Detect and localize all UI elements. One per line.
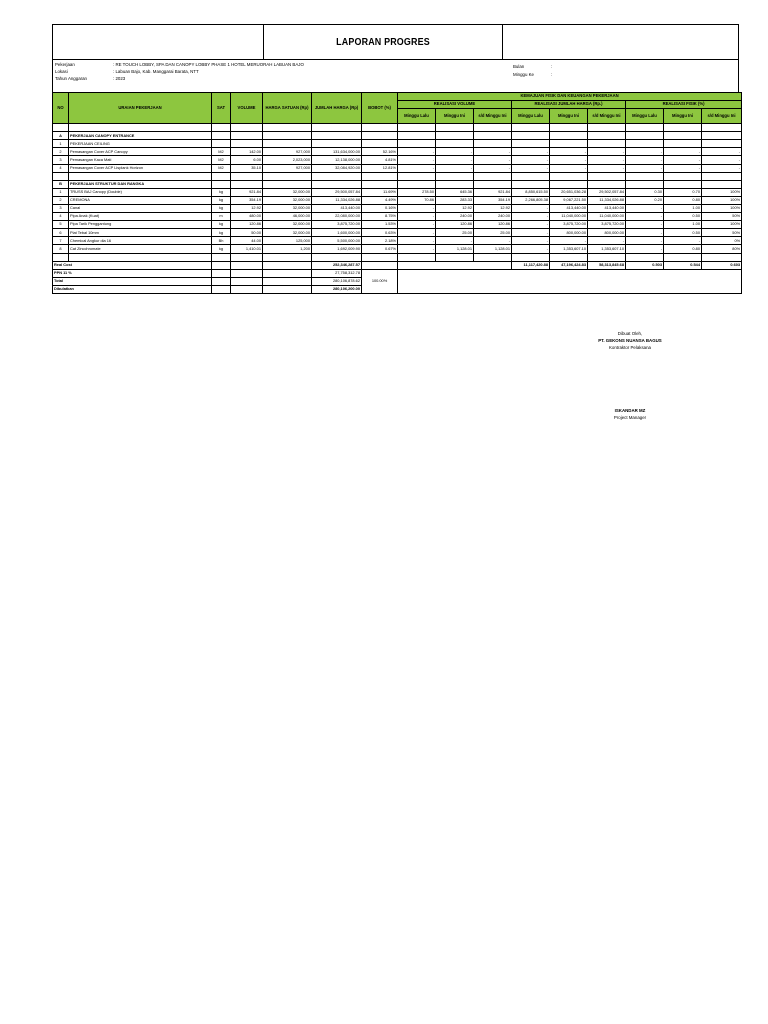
cell-uraian: PEKERJAAN CEILING [69, 140, 212, 148]
report-sheet [52, 24, 739, 294]
cell-value: 0.50 [664, 213, 702, 221]
cell-value: 12.81% [362, 164, 398, 172]
cell-no: 3 [53, 156, 69, 164]
cell-uraian: Pipa Anak (Kuat) [69, 213, 212, 221]
col-rf-sd-minggu-ini: s/d Minggu Ini [702, 109, 742, 124]
table-row [53, 229, 742, 237]
col-volume: VOLUME [231, 93, 263, 124]
cell-value: 413,440.00 [550, 204, 588, 212]
cell-value: - [512, 229, 550, 237]
cell-value: - [436, 237, 474, 245]
cell-value: 32,000.00 [263, 229, 312, 237]
cell-value: 32,000.00 [263, 188, 312, 196]
summary-row-real-cost: Real Cost 252,346,287.57 11,117,420.88 47,196,424.83 58,313,845.68 0.503 0.544 0.603 [53, 261, 742, 269]
cell-value: kg [212, 188, 231, 196]
cell-uraian: PEKERJAAN CANOPY ENTRANCE [69, 132, 212, 140]
cell-value: 29,500,057.84 [312, 188, 362, 196]
cell-value: 1.53% [362, 221, 398, 229]
cell-value: - [664, 156, 702, 164]
cell-value: - [436, 148, 474, 156]
cell-no: B [53, 180, 69, 188]
cell-value: 11.69% [362, 188, 398, 196]
table-row [53, 237, 742, 245]
cell-value: - [588, 237, 626, 245]
cell-value: 35.10 [231, 164, 263, 172]
cell-value: 100% [702, 188, 742, 196]
cell-uraian: CREMONA [69, 196, 212, 204]
summary-row-ppn: PPN 11 % 27,758,312.78 100.00% [53, 269, 742, 277]
cell-value: 1,410.01 [231, 245, 263, 253]
cell-value: - [474, 148, 512, 156]
cell-value: M2 [212, 148, 231, 156]
cell-value: 32,084,920.00 [312, 164, 362, 172]
cell-value: 8,850,615.50 [512, 188, 550, 196]
cell-value: - [512, 204, 550, 212]
cell-uraian: Plat Tebal 10mm [69, 229, 212, 237]
cell-value: 0% [702, 237, 742, 245]
cell-value: 32,000.00 [263, 196, 312, 204]
cell-value: 921.84 [231, 188, 263, 196]
cell-value: 1,692,009.90 [312, 245, 362, 253]
cell-value: - [512, 164, 550, 172]
cell-value: - [664, 164, 702, 172]
section-row [53, 132, 742, 140]
cell-value: M2 [212, 156, 231, 164]
cell-value: 0.63% [362, 229, 398, 237]
cell-value: 413,440.00 [588, 204, 626, 212]
cell-value: - [626, 237, 664, 245]
cell-no: 4 [53, 164, 69, 172]
cell-no: 6 [53, 229, 69, 237]
cell-uraian: PEKERJAAN STRUKTUR DAN RANGKA [69, 180, 212, 188]
cell-value: 354.19 [231, 196, 263, 204]
cell-value: - [626, 148, 664, 156]
cell-value: Bh [212, 237, 231, 245]
info-row-tahun: Tahun Anggaran : 2023 [55, 76, 126, 81]
cell-value: - [702, 148, 742, 156]
table-row [53, 213, 742, 221]
cell-value: 142.00 [231, 148, 263, 156]
cell-value: kg [212, 245, 231, 253]
cell-uraian: Cat Zincchromate [69, 245, 212, 253]
cell-no: 2 [53, 196, 69, 204]
cell-value: 11,334,026.88 [588, 196, 626, 204]
cell-value: - [436, 164, 474, 172]
cell-value: 12.92 [436, 204, 474, 212]
blank-row [53, 253, 742, 261]
header-right-cell [502, 25, 740, 59]
cell-value: 240.00 [436, 213, 474, 221]
cell-uraian: TRUSS BAJ Canopy (Double) [69, 188, 212, 196]
cell-uraian: Pemasangan Kaca Mati [69, 156, 212, 164]
cell-value: 9,067,221.50 [550, 196, 588, 204]
cell-value: - [398, 148, 436, 156]
cell-value: 1,200 [263, 245, 312, 253]
col-rj-sd-minggu-ini: s/d Minggu Ini [588, 109, 626, 124]
cell-value: M2 [212, 164, 231, 172]
cell-value: - [398, 156, 436, 164]
cell-value: 11,040,000.00 [550, 213, 588, 221]
cell-value: 921.84 [474, 188, 512, 196]
cell-value: - [398, 221, 436, 229]
sig-title: Project Manager [613, 415, 647, 420]
cell-uraian: Pemasangan Cover ACP Canopy [69, 148, 212, 156]
cell-value: 120.86 [436, 221, 474, 229]
cell-no: 2 [53, 148, 69, 156]
cell-value: 5,500,000.00 [312, 237, 362, 245]
project-info [52, 59, 739, 92]
cell-value: - [702, 164, 742, 172]
cell-value: - [550, 237, 588, 245]
cell-uraian: Pipa Tarik Penggantung [69, 221, 212, 229]
cell-value: 3,875,720.00 [312, 221, 362, 229]
cell-value: 12.92 [231, 204, 263, 212]
col-realisasi-jumlah: REALISASI JUMLAH HARGA (Rp.) [512, 101, 626, 109]
cell-value: - [474, 164, 512, 172]
progress-table [52, 92, 742, 294]
cell-uraian: Pemasangan Cover ACP Lisplank Horizon [69, 164, 212, 172]
cell-value: 354.19 [474, 196, 512, 204]
cell-value: m [212, 213, 231, 221]
cell-value: - [398, 213, 436, 221]
cell-no: 4 [53, 213, 69, 221]
cell-value: 0.16% [362, 204, 398, 212]
cell-value: 1,600,000.00 [312, 229, 362, 237]
cell-value: - [588, 164, 626, 172]
cell-value: - [512, 237, 550, 245]
cell-value: 11,040,000.00 [588, 213, 626, 221]
cell-value: 278.50 [398, 188, 436, 196]
cell-value: - [550, 148, 588, 156]
info-row-pekerjaan: Pekerjaan : RE TOUCH LOBBY, SPA DAN CANOPY LOBBY PHASE 1 HOTEL MERUORAH LABUAN BAJO [55, 62, 304, 67]
summary-row-total: Total 280,106,878.62 [53, 277, 742, 285]
cell-value: 800,000.00 [588, 229, 626, 237]
cell-no: 3 [53, 204, 69, 212]
col-rj-minggu-ini: Minggu Ini [550, 109, 588, 124]
cell-value: 800,000.00 [550, 229, 588, 237]
cell-value: 3,875,720.00 [550, 221, 588, 229]
cell-value: 11,334,026.88 [312, 196, 362, 204]
cell-value: 1.00 [664, 221, 702, 229]
cell-value: 413,440.00 [312, 204, 362, 212]
cell-value: 25.00 [436, 229, 474, 237]
cell-value: - [398, 245, 436, 253]
cell-value: - [626, 156, 664, 164]
table-row [53, 148, 742, 156]
table-row [53, 188, 742, 196]
cell-value: - [626, 213, 664, 221]
cell-value: - [398, 204, 436, 212]
cell-value: 32,000.00 [263, 204, 312, 212]
col-sat: SAT [212, 93, 231, 124]
cell-value: - [626, 204, 664, 212]
table-row [53, 140, 742, 148]
cell-no: 1 [53, 140, 69, 148]
cell-value: 0.80 [664, 196, 702, 204]
cell-value: 1,128.01 [436, 245, 474, 253]
cell-value: - [664, 148, 702, 156]
cell-value: - [398, 237, 436, 245]
table-row [53, 204, 742, 212]
cell-value: 2,266,805.38 [512, 196, 550, 204]
cell-value: - [512, 213, 550, 221]
cell-value: 0.80 [664, 245, 702, 253]
report-title: LAPORAN PROGRES [336, 36, 430, 48]
cell-value: 927,000 [263, 148, 312, 156]
cell-value: 100% [702, 221, 742, 229]
cell-value: - [626, 221, 664, 229]
col-rv-minggu-lalu: Minggu Lalu [398, 109, 436, 124]
col-rv-minggu-ini: Minggu Ini [436, 109, 474, 124]
cell-value: 32,000.00 [263, 221, 312, 229]
sig-company: PT. GEKONS NUANSA BAGUS [598, 338, 662, 343]
cell-value: 20,651,036.28 [550, 188, 588, 196]
section-row [53, 180, 742, 188]
signature-block [570, 330, 690, 421]
cell-no: 7 [53, 237, 69, 245]
col-bobot: BOBOT (%) [362, 93, 398, 124]
bobot-total: 100.00% [362, 269, 398, 293]
cell-value: - [512, 156, 550, 164]
cell-value: 2,023,000 [263, 156, 312, 164]
cell-value: 25.00 [474, 229, 512, 237]
col-rv-sd-minggu-ini: s/d Minggu Ini [474, 109, 512, 124]
cell-uraian: Chemical Angkur dia 16 [69, 237, 212, 245]
cell-value: 29,502,057.84 [588, 188, 626, 196]
cell-value: 645.36 [436, 188, 474, 196]
cell-value: 120.86 [231, 221, 263, 229]
cell-value: - [626, 245, 664, 253]
col-harga-satuan: HARGA SATUAN (Rp) [263, 93, 312, 124]
info-row-bulan: Bulan : [513, 64, 553, 69]
cell-value: kg [212, 204, 231, 212]
cell-value: - [588, 148, 626, 156]
col-rj-minggu-lalu: Minggu Lalu [512, 109, 550, 124]
header-left-cell [53, 25, 264, 59]
table-row [53, 196, 742, 204]
sig-dibuat: Dibuat Oleh, [617, 331, 643, 336]
summary-row-dibulatkan: Dibulatkan 280,106,200.00 [53, 285, 742, 293]
cell-value: - [626, 229, 664, 237]
summary-body [53, 261, 742, 293]
cell-value: 1,353,607.10 [588, 245, 626, 253]
cell-value: - [702, 156, 742, 164]
cell-value: 0.20 [626, 196, 664, 204]
cell-value: 6.00 [231, 156, 263, 164]
cell-value: 100% [702, 196, 742, 204]
blank-row [53, 172, 742, 180]
cell-value: - [626, 164, 664, 172]
col-realisasi-fisik: REALISASI FISIK (%) [626, 101, 742, 109]
report-header [52, 24, 739, 59]
cell-value: - [550, 164, 588, 172]
cell-no: 1 [53, 188, 69, 196]
col-rf-minggu-ini: Minggu Ini [664, 109, 702, 124]
cell-value: 1.00 [664, 204, 702, 212]
sig-role: Kontraktor Pelaksana [609, 345, 651, 350]
cell-value: 283.33 [436, 196, 474, 204]
table-row [53, 156, 742, 164]
cell-no: 8 [53, 245, 69, 253]
cell-value: 70.86 [398, 196, 436, 204]
table-row [53, 245, 742, 253]
cell-value: 22,080,000.00 [312, 213, 362, 221]
cell-value: 131,634,000.00 [312, 148, 362, 156]
cell-no: 5 [53, 221, 69, 229]
cell-value: 3,875,720.00 [588, 221, 626, 229]
cell-value: - [588, 156, 626, 164]
cell-value: 0.50 [664, 229, 702, 237]
cell-no: A [53, 132, 69, 140]
info-row-lokasi: Lokasi : Labuan Bajo, Kab. Manggarai Barata, NTT [55, 69, 199, 74]
cell-value: - [474, 156, 512, 164]
cell-value: 50.00 [231, 229, 263, 237]
cell-value: 100% [702, 204, 742, 212]
cell-value: - [512, 245, 550, 253]
cell-value: 125,000 [263, 237, 312, 245]
cell-value: 44.00 [231, 237, 263, 245]
cell-value: kg [212, 229, 231, 237]
col-rf-minggu-lalu: Minggu Lalu [626, 109, 664, 124]
cell-value: 80% [702, 245, 742, 253]
cell-value: kg [212, 196, 231, 204]
cell-value: - [664, 237, 702, 245]
table-row [53, 164, 742, 172]
cell-value: 4.81% [362, 156, 398, 164]
cell-value: - [550, 156, 588, 164]
cell-value: 480.00 [231, 213, 263, 221]
cell-value: 1,128.01 [474, 245, 512, 253]
cell-value: 120.86 [474, 221, 512, 229]
cell-value: 927,000 [263, 164, 312, 172]
col-no: NO [53, 93, 69, 124]
cell-value: 0.30 [626, 188, 664, 196]
col-uraian: URAIAN PEKERJAAN [69, 93, 212, 124]
table-row [53, 221, 742, 229]
col-realisasi-volume: REALISASI VOLUME [398, 101, 512, 109]
cell-value: 240.00 [474, 213, 512, 221]
cell-value: - [512, 221, 550, 229]
cell-value: - [512, 148, 550, 156]
cell-value: - [474, 237, 512, 245]
cell-value: 46,000.00 [263, 213, 312, 221]
cell-value: 2.18% [362, 237, 398, 245]
cell-value: 0.70 [664, 188, 702, 196]
cell-value: 0.67% [362, 245, 398, 253]
cell-value: 50% [702, 229, 742, 237]
cell-value: - [398, 229, 436, 237]
cell-value: 52.16% [362, 148, 398, 156]
info-row-minggu: Minggu Ke : [513, 72, 553, 77]
col-kemajuan: KEMAJUAN FISIK DAN KEUANGAN PEKERJAAN [398, 93, 742, 101]
cell-value: 12.92 [474, 204, 512, 212]
blank-row [53, 124, 742, 132]
cell-value: 1,353,607.10 [550, 245, 588, 253]
cell-uraian: Canal [69, 204, 212, 212]
cell-value: - [436, 156, 474, 164]
col-jumlah-harga: JUMLAH HARGA (Rp) [312, 93, 362, 124]
cell-value: kg [212, 221, 231, 229]
cell-value: 50% [702, 213, 742, 221]
cell-value: - [398, 164, 436, 172]
sig-name: ISKANDAR MZ [614, 408, 646, 413]
cell-value: 4.49% [362, 196, 398, 204]
table-body [53, 124, 742, 261]
cell-value: 12,138,000.00 [312, 156, 362, 164]
cell-value: 8.75% [362, 213, 398, 221]
